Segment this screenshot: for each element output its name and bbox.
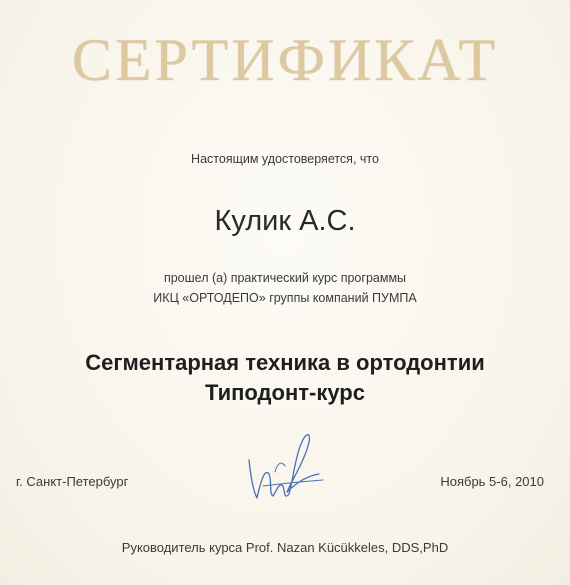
program-title-line-1: Сегментарная техника в ортодонтии [85,350,485,375]
course-director: Руководитель курса Prof. Nazan Kücükkeles, DDS,PhD [121,540,449,555]
date-label: Ноябрь 5-6, 2010 [440,474,544,489]
city-label: г. Санкт-Петербург [16,474,129,489]
certificate-title: СЕРТИФИКАТ [71,27,499,93]
recipient-name: Кулик А.С. [214,205,356,237]
course-description-line-2: ИКЦ «ОРТОДЕПО» группы компаний ПУМПА [153,291,417,305]
intro-text: Настоящим удостоверяется, что [191,152,379,166]
course-description-line-1: прошел (а) практический курс программы [163,271,407,285]
program-title-line-2: Типодонт-курс [205,380,365,405]
handwritten-signature-icon [235,420,335,510]
